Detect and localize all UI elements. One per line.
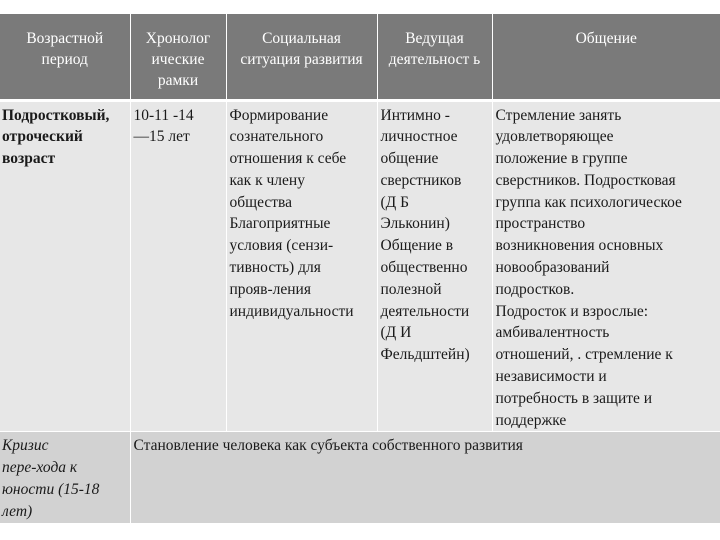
cell-line: лет) (2, 502, 33, 520)
cell-line: 10-11 -14 (133, 106, 194, 124)
header-chronological-frame: Хронолог ические рамки (130, 14, 226, 100)
cell-line: общение (380, 150, 439, 168)
header-leading-activity: Ведущая деятельност ь (377, 14, 492, 100)
cell-line: удовлетворяющее (495, 128, 614, 146)
cell-leading-activity (377, 100, 492, 432)
cell-line: сверстников (380, 171, 462, 189)
cell-crisis-period (0, 432, 130, 523)
cell-line: деятельности (380, 302, 470, 320)
cell-line: прояв-ления (229, 280, 311, 298)
cell-line: сверстников. Подростковая (495, 171, 676, 189)
header-social-situation: Социальная ситуация развития (226, 14, 377, 100)
table-header-row (0, 14, 720, 100)
cell-line: общества (229, 193, 292, 211)
header-communication: Общение (575, 30, 637, 47)
cell-line: пространство (495, 215, 586, 233)
cell-line: (Д Б (380, 193, 410, 211)
cell-line: Формирование (229, 106, 329, 124)
cell-line: потребность в защите и (495, 389, 653, 407)
cell-period (0, 100, 130, 432)
cell-line: Благоприятные (229, 215, 331, 233)
cell-line: —15 лет (133, 128, 190, 146)
cell-line: Интимно - (380, 106, 450, 124)
cell-line: Подростковый, (2, 106, 110, 124)
cell-crisis-description: Становление человека как субъекта собственного развития (133, 437, 523, 455)
development-table (0, 14, 720, 523)
cell-line: новообразований (495, 259, 610, 277)
cell-line: возникновения основных (495, 237, 664, 255)
cell-line: возраст (2, 150, 56, 168)
cell-communication (492, 100, 720, 432)
cell-line: условия (сензи- (229, 237, 334, 255)
cell-line: подростков. (495, 280, 575, 298)
cell-line: амбивалентность (495, 324, 610, 342)
cell-line: отроческий (2, 128, 83, 146)
cell-line: Кризис (2, 437, 49, 455)
header-age-period: Возрастной период (0, 14, 130, 100)
cell-line: юности (15-18 (2, 481, 100, 499)
table-row-adolescence (0, 100, 720, 432)
cell-line: группа как психологическое (495, 193, 682, 211)
cell-line: независимости и (495, 368, 607, 386)
cell-line: общественно (380, 259, 468, 277)
cell-line: Общение в (380, 237, 454, 255)
cell-line: положение в группе (495, 150, 628, 168)
cell-line: (Д И (380, 324, 412, 342)
cell-line: индивидуальности (229, 302, 354, 320)
cell-line: отношения к себе (229, 150, 347, 168)
cell-line: личностное (380, 128, 458, 146)
cell-line: поддержке (495, 411, 567, 429)
cell-line: сознательного (229, 128, 324, 146)
table-row-crisis (0, 432, 720, 523)
cell-line: пере-хода к (2, 459, 78, 477)
cell-social-situation (226, 100, 377, 432)
cell-line: Эльконин) (380, 215, 450, 233)
cell-line: Подросток и взрослые: (495, 302, 649, 320)
cell-line: Фельдштейн) (380, 346, 470, 364)
cell-line: отношений, . стремление к (495, 346, 673, 364)
cell-line: тивность) для (229, 259, 321, 277)
cell-chronology (130, 100, 226, 432)
cell-line: Стремление занять (495, 106, 622, 124)
cell-line: полезной (380, 280, 442, 298)
cell-line: как к члену (229, 171, 305, 189)
